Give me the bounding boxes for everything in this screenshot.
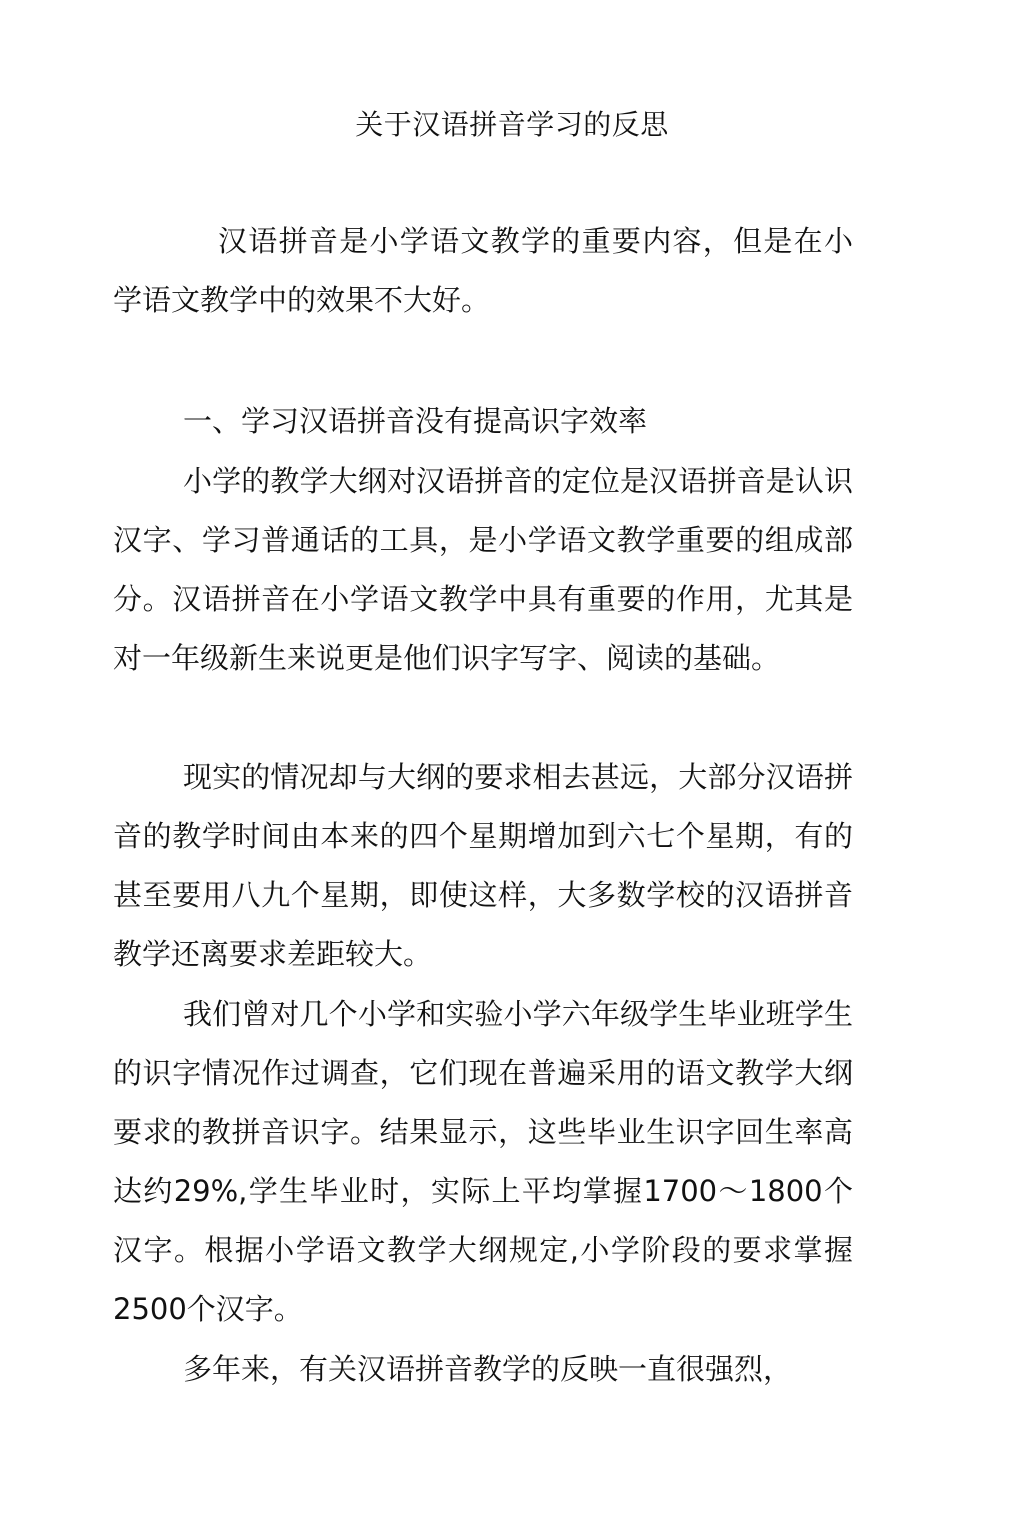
body-paragraph: 现实的情况却与大纲的要求相去甚远，大部分汉语拼音的教学时间由本来的四个星期增加到六七个星期，有的甚至要用八九个星期，即使这样，大多数学校的汉语拼音教学还离要求差距较大。 [113, 760, 853, 971]
document-title: 关于汉语拼音学习的反思 [355, 108, 669, 141]
body-paragraph: 我们曾对几个小学和实验小学六年级学生毕业班学生的识字情况作过调查，它们现在普遍采用的语文教学大纲要求的教拼音识字。结果显示，这些毕业生识字回生率高达约29%,学生毕业时，实际上平均掌握1700～1800个汉字。根据小学语文教学大纲规定,小学阶段的要求掌握2500个汉字。 [113, 997, 853, 1326]
body-paragraph: 多年来，有关汉语拼音教学的反映一直很强烈， [183, 1352, 793, 1386]
body-paragraph: 小学的教学大纲对汉语拼音的定位是汉语拼音是认识汉字、学习普通话的工具，是小学语文教学重要的组成部分。汉语拼音在小学语文教学中具有重要的作用，尤其是对一年级新生来说更是他们识字写字、阅读的基础。 [113, 464, 853, 675]
intro-paragraph: 汉语拼音是小学语文教学的重要内容，但是在小学语文教学中的效果不大好。 [113, 224, 853, 317]
section-heading: 一、学习汉语拼音没有提高识字效率 [183, 404, 648, 438]
